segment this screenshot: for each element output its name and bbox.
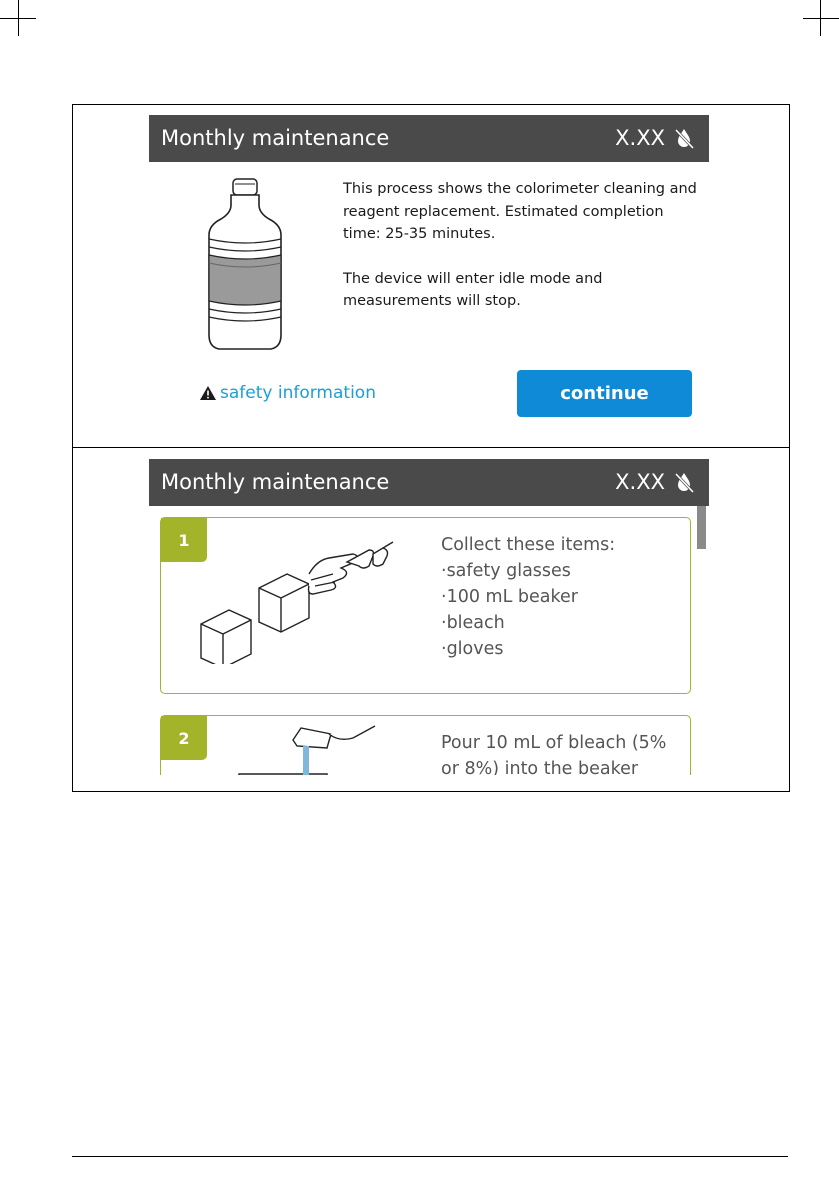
scrollbar-thumb[interactable] <box>697 506 706 549</box>
process-description <box>343 178 705 313</box>
step-1-text <box>441 532 615 662</box>
step-number-badge: 2 <box>161 716 207 760</box>
measurement-value: X.XX <box>615 470 665 494</box>
item-gloves: ·gloves <box>441 639 504 659</box>
step-card-2 <box>160 715 691 775</box>
panel-divider <box>73 447 789 448</box>
safety-link-label: safety information <box>220 383 376 403</box>
step-card-1 <box>160 517 691 694</box>
drop-slash-icon <box>673 470 695 494</box>
intro-screen <box>149 115 709 437</box>
drop-slash-icon <box>673 126 695 150</box>
warning-icon <box>199 385 217 401</box>
screen-title: Monthly maintenance <box>161 126 390 150</box>
description-paragraph-1: This process shows the colorimeter cleaning and reagent replacement. Estimated completion time: 25-35 minutes. <box>343 181 697 242</box>
step-2-line-1: Pour 10 mL of bleach (5% <box>441 733 667 753</box>
continue-button[interactable]: continue <box>517 370 692 417</box>
item-safety-glasses: ·safety glasses <box>441 561 571 581</box>
step-1-heading: Collect these items: <box>441 535 616 555</box>
bleach-bottle-illustration <box>205 177 285 357</box>
item-beaker: ·100 mL beaker <box>441 587 578 607</box>
description-paragraph-2: The device will enter idle mode and measurements will stop. <box>343 270 603 309</box>
measurement-value: X.XX <box>615 126 665 150</box>
steps-scroll-area[interactable] <box>149 506 709 775</box>
figure-frame <box>72 104 790 792</box>
collect-items-illustration <box>197 524 397 664</box>
crop-mark-top-right-v <box>820 0 821 36</box>
steps-screen <box>149 459 709 775</box>
crop-mark-top-right-h <box>803 18 839 19</box>
title-bar <box>149 459 709 506</box>
step-2-text <box>441 730 666 775</box>
pour-bleach-illustration <box>231 722 391 775</box>
item-bleach: ·bleach <box>441 613 505 633</box>
crop-mark-top-left-v <box>18 0 19 36</box>
safety-information-link[interactable] <box>199 383 376 403</box>
footer-rule <box>72 1156 788 1157</box>
step-2-line-2: or 8%) into the beaker <box>441 759 639 775</box>
title-bar <box>149 115 709 162</box>
screen-title: Monthly maintenance <box>161 470 390 494</box>
step-number-badge: 1 <box>161 518 207 562</box>
